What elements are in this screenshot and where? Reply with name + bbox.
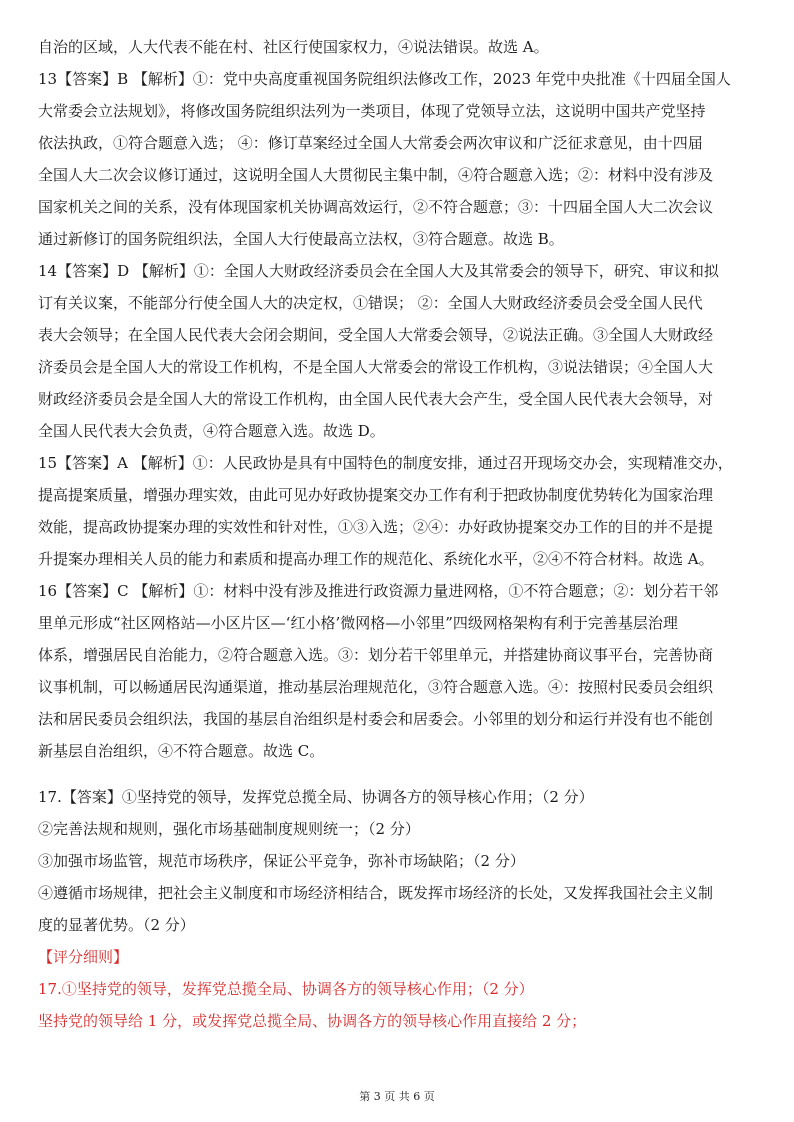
text-line: 14【答案】D 【解析】①：全国人大财政经济委员会在全国人大及其常委会的领导下，研究、审议和拟 [38,262,719,280]
text-line: ②完善法规和规则，强化市场基础制度规则统一；（2 分） [38,820,420,838]
text-line: 议事机制，可以畅通居民沟通渠道，推动基层治理规范化，③符合题意入选。④：按照村民委员会组织 [38,678,714,696]
text-line: 17.【答案】①坚持党的领导，发挥党总揽全局、协调各方的领导核心作用；（2 分） [38,788,594,806]
text-line: 大常委会立法规划》，将修改国务院组织法列为一类项目，体现了党领导立法，这说明中国共产党坚持 [38,102,706,120]
text-line: ③加强市场监管，规范市场秩序，保证公平竞争，弥补市场缺陷；（2 分） [38,852,525,870]
text-line: ④遵循市场规律，把社会主义制度和市场经济相结合，既发挥市场经济的长处，又发挥我国社会主义制 [38,884,714,902]
answer-16 [38,575,760,767]
text-line: 法和居民委员会组织法，我国的基层自治组织是村委会和居委会。小邻里的划分和运行并没有也不能创 [38,710,714,728]
previous-answer-tail [38,31,760,63]
text-line: 国家机关之间的关系，没有体现国家机关协调高效运行，②不符合题意；③：十四届全国人大二次会议 [38,198,714,216]
text-line: 依法执政，①符合题意入选； ④：修订草案经过全国人大常委会两次审议和广泛征求意见，由十四届 [38,134,703,152]
text-line: 提高提案质量，增强办理实效，由此可见办好政协提案交办工作有利于把政协制度优势转化为国家治理 [38,486,714,504]
answer-13 [38,63,760,255]
text-line: 全国人大二次会议修订通过，这说明全国人大贯彻民主集中制，④符合题意入选；②：材料中没有涉及 [38,166,714,184]
text-line: 济委员会是全国人大的常设工作机构，不是全国人大常委会的常设工作机构，③说法错误；④全国人大 [38,358,714,376]
text-line: 15【答案】A 【解析】①：人民政协是具有中国特色的制度安排，通过召开现场交办会，实现精准交办， [38,454,733,472]
text-line: 升提案办理相关人员的能力和素质和提高办理工作的规范化、系统化水平，②④不符合材料。故选 A。 [38,550,714,568]
text-line: 体系，增强居民自治能力，②符合题意入选。③：划分若干邻里单元，并搭建协商议事平台，完善协商 [38,646,714,664]
text-line: 13【答案】B 【解析】①：党中央高度重视国务院组织法修改工作，2023 年党中央批准《十四届全国人 [38,70,731,88]
text-line: 财政经济委员会是全国人大的常设工作机构，由全国人民代表大会产生，受全国人民代表大会领导，对 [38,390,714,408]
answer-15 [38,447,760,575]
text-line: 全国人民代表大会负责，④符合题意入选。故选 D。 [38,422,385,440]
answer-17 [38,781,760,941]
text-line: 16【答案】C 【解析】①：材料中没有涉及推进行政资源力量进网格，①不符合题意；②：划分若干邻 [38,582,719,600]
text-line: 17.①坚持党的领导，发挥党总揽全局、协调各方的领导核心作用；（2 分） [38,980,534,998]
scoring-heading: 【评分细则】 [38,948,129,966]
text-line: 里单元形成“社区网格站—小区片区—‘红小格’微网格—小邻里”四级网格架构有利于完善基层治理 [38,614,678,632]
text-line: 订有关议案，不能部分行使全国人大的决定权，①错误； ②：全国人大财政经济委员会受全国人民代 [38,294,703,312]
text-line: 效能，提高政协提案办理的实效性和针对性，①③入选；②④：办好政协提案交办工作的目的并不是提 [38,518,714,536]
text-line: 新基层自治组织，④不符合题意。故选 C。 [38,742,325,760]
text-line: 坚持党的领导给 1 分，或发挥党总揽全局、协调各方的领导核心作用直接给 2 分； [38,1012,587,1030]
scoring-rules [38,941,760,1037]
text-line: 表大会领导；在全国人民代表大会闭会期间，受全国人大常委会领导，②说法正确。③全国人大财政经 [38,326,714,344]
text-line: 度的显著优势。（2 分） [38,916,195,934]
answer-14 [38,255,760,447]
text-line: 通过新修订的国务院组织法，全国人大行使最高立法权，③符合题意。故选 B。 [38,230,564,248]
text-line: 自治的区域，人大代表不能在村、社区行使国家权力，④说法错误。故选 A。 [38,38,549,56]
page-number-footer: 第 3 页 共 6 页 [359,1090,435,1103]
